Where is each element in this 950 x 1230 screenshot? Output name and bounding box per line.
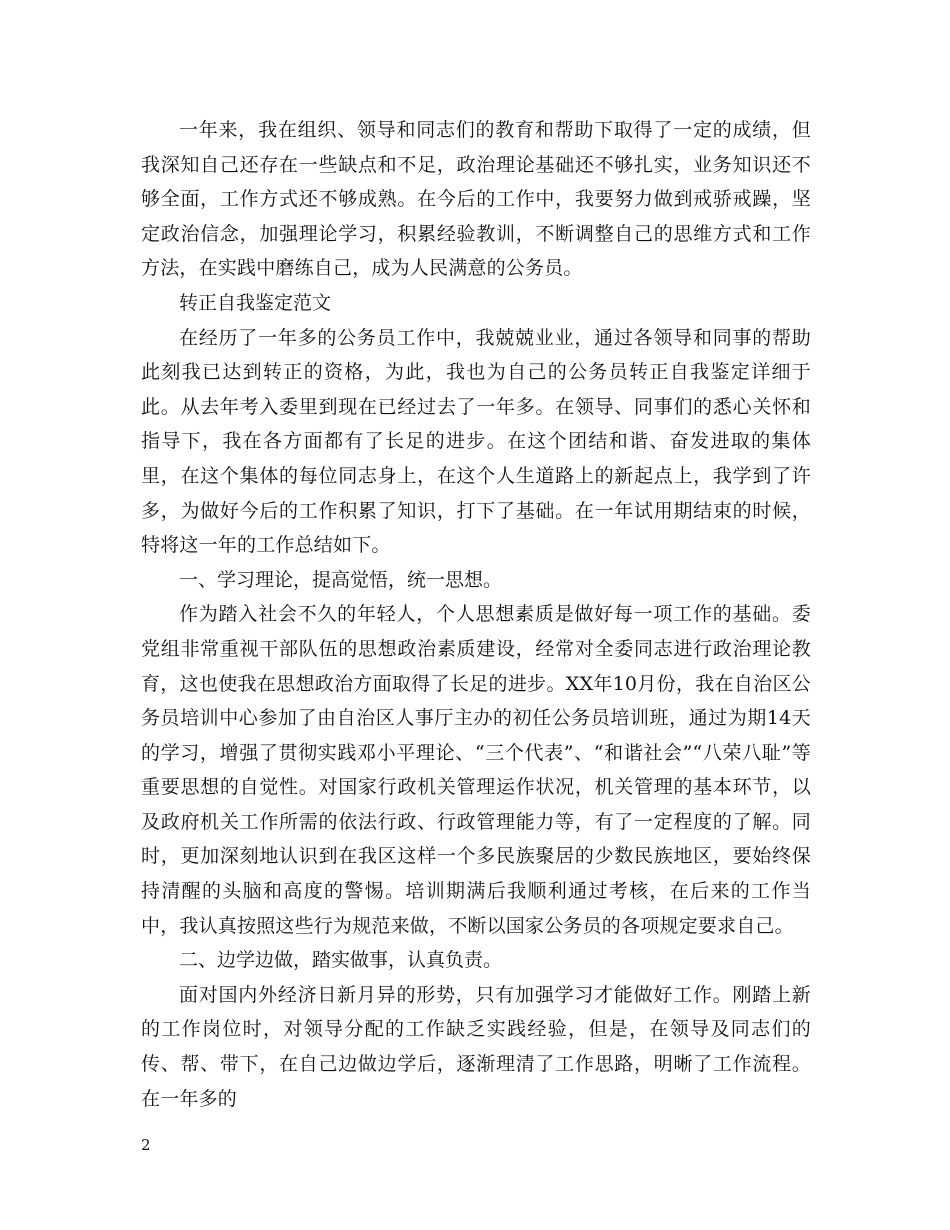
section-title: 转正自我鉴定范文	[179, 291, 332, 314]
document-body	[141, 113, 811, 1116]
heading-section-one: 一、学习理论，提高觉悟，统一思想。	[179, 568, 503, 591]
heading-section-two: 二、边学边做，踏实做事，认真负责。	[179, 949, 503, 972]
paragraph-section-one: 作为踏入社会不久的年轻人，个人思想素质是做好每一项工作的基础。委党组非常重视干部队伍的思想政治素质建设，经常对全委同志进行政治理论教育，这也使我在思想政治方面取得了长足的进步。XX年10月份，我在自治区公务员培训中心参加了由自治区人事厅主办的初任公务员培训班，通过为期14天的学习，增强了贯彻实践邓小平理论、“三个代表”、“和谐社会”“八荣八耻”等重要思想的自觉性。对国家行政机关管理运作状况，机关管理的基本环节，以及政府机关工作所需的依法行政、行政管理能力等，有了一定程度的了解。同时，更加深刻地认识到在我区这样一个多民族聚居的少数民族地区，要始终保持清醒的头脑和高度的警惕。培训期满后我顺利通过考核，在后来的工作当中，我认真按照这些行为规范来做，不断以国家公务员的各项规定要求自己。	[141, 603, 811, 937]
paragraph-section-two: 面对国内外经济日新月异的形势，只有加强学习才能做好工作。刚踏上新的工作岗位时，对领导分配的工作缺乏实践经验，但是，在领导及同志们的传、帮、带下，在自己边做边学后，逐渐理清了工作思路，明晰了工作流程。在一年多的	[141, 983, 811, 1110]
page-number: 2	[141, 1136, 151, 1154]
paragraph-intro: 在经历了一年多的公务员工作中，我兢兢业业，通过各领导和同事的帮助此刻我已达到转正的资格，为此，我也为自己的公务员转正自我鉴定详细于此。从去年考入委里到现在已经过去了一年多。在领导、同事们的悉心关怀和指导下，我在各方面都有了长足的进步。在这个团结和谐、奋发进取的集体里，在这个集体的每位同志身上，在这个人生道路上的新起点上，我学到了许多，为做好今后的工作积累了知识，打下了基础。在一年试用期结束的时候，特将这一年的工作总结如下。	[141, 326, 811, 557]
paragraph-summary: 一年来，我在组织、领导和同志们的教育和帮助下取得了一定的成绩，但我深知自己还存在一些缺点和不足，政治理论基础还不够扎实，业务知识还不够全面，工作方式还不够成熟。在今后的工作中，我要努力做到戒骄戒躁，坚定政治信念，加强理论学习，积累经验教训，不断调整自己的思维方式和工作方法，在实践中磨练自己，成为人民满意的公务员。	[141, 119, 811, 280]
